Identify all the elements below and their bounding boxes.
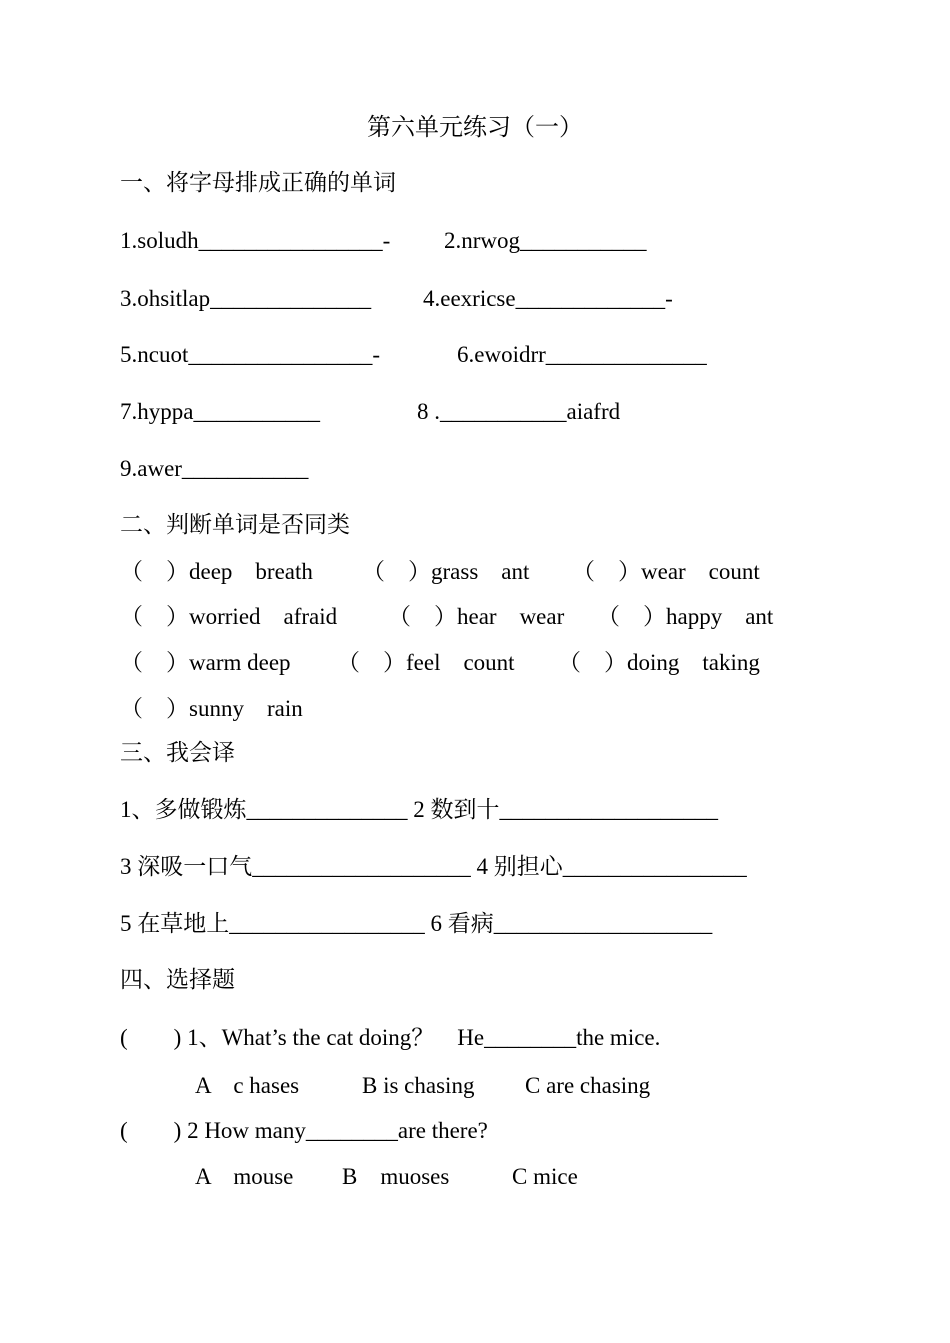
s2-item: （ ）sunny rain (120, 696, 303, 721)
s2-item: （ ）wear count (572, 559, 760, 584)
s2-item: （ ）happy ant (597, 604, 774, 629)
page-title: 第六单元练习（一） (367, 115, 583, 141)
s2-item: （ ）warm deep (120, 650, 291, 675)
s2-item: （ ）deep breath (120, 559, 313, 584)
s3-row-3: 5 在草地上_________________ 6 看病___________________ (120, 911, 713, 936)
s1-item-4: 4.eexricse_____________- (423, 286, 673, 311)
section-2-heading: 二、判断单词是否同类 (120, 512, 350, 537)
section-4-heading: 四、选择题 (120, 967, 235, 992)
section-1-heading: 一、将字母排成正确的单词 (120, 170, 396, 195)
q2-option-a: A mouse (195, 1164, 294, 1189)
question-2: ( ) 2 How many________are there? (120, 1118, 488, 1143)
s3-row-2: 3 深吸一口气___________________ 4 别担心________________ (120, 854, 747, 879)
s1-item-5: 5.ncuot________________- (120, 342, 381, 367)
s1-item-7: 7.hyppa___________ (120, 399, 320, 424)
s1-item-1: 1.soludh________________- (120, 228, 391, 253)
s3-row-1: 1、多做锻炼______________ 2 数到十___________________ (120, 797, 718, 822)
s1-item-8: 8 .___________aiafrd (417, 399, 621, 424)
s2-item: （ ）feel count (337, 650, 515, 675)
q1-option-a: A c hases (195, 1073, 300, 1098)
s2-item: （ ）grass ant (362, 559, 530, 584)
s2-item: （ ）hear wear (388, 604, 565, 629)
question-1: ( ) 1、What’s the cat doing？ He________the mice. (120, 1025, 661, 1050)
s2-item: （ ）doing taking (558, 650, 760, 675)
s1-item-6: 6.ewoidrr______________ (457, 342, 707, 367)
q2-option-b: B muoses (342, 1164, 450, 1189)
s1-item-2: 2.nrwog___________ (444, 228, 647, 253)
s2-item: （ ）worried afraid (120, 604, 338, 629)
s1-item-3: 3.ohsitlap______________ (120, 286, 372, 311)
q1-option-b: B is chasing (362, 1073, 475, 1098)
section-3-heading: 三、我会译 (120, 740, 235, 765)
q2-option-c: C mice (512, 1164, 578, 1189)
s1-item-9: 9.awer___________ (120, 456, 309, 481)
q1-option-c: C are chasing (525, 1073, 651, 1098)
